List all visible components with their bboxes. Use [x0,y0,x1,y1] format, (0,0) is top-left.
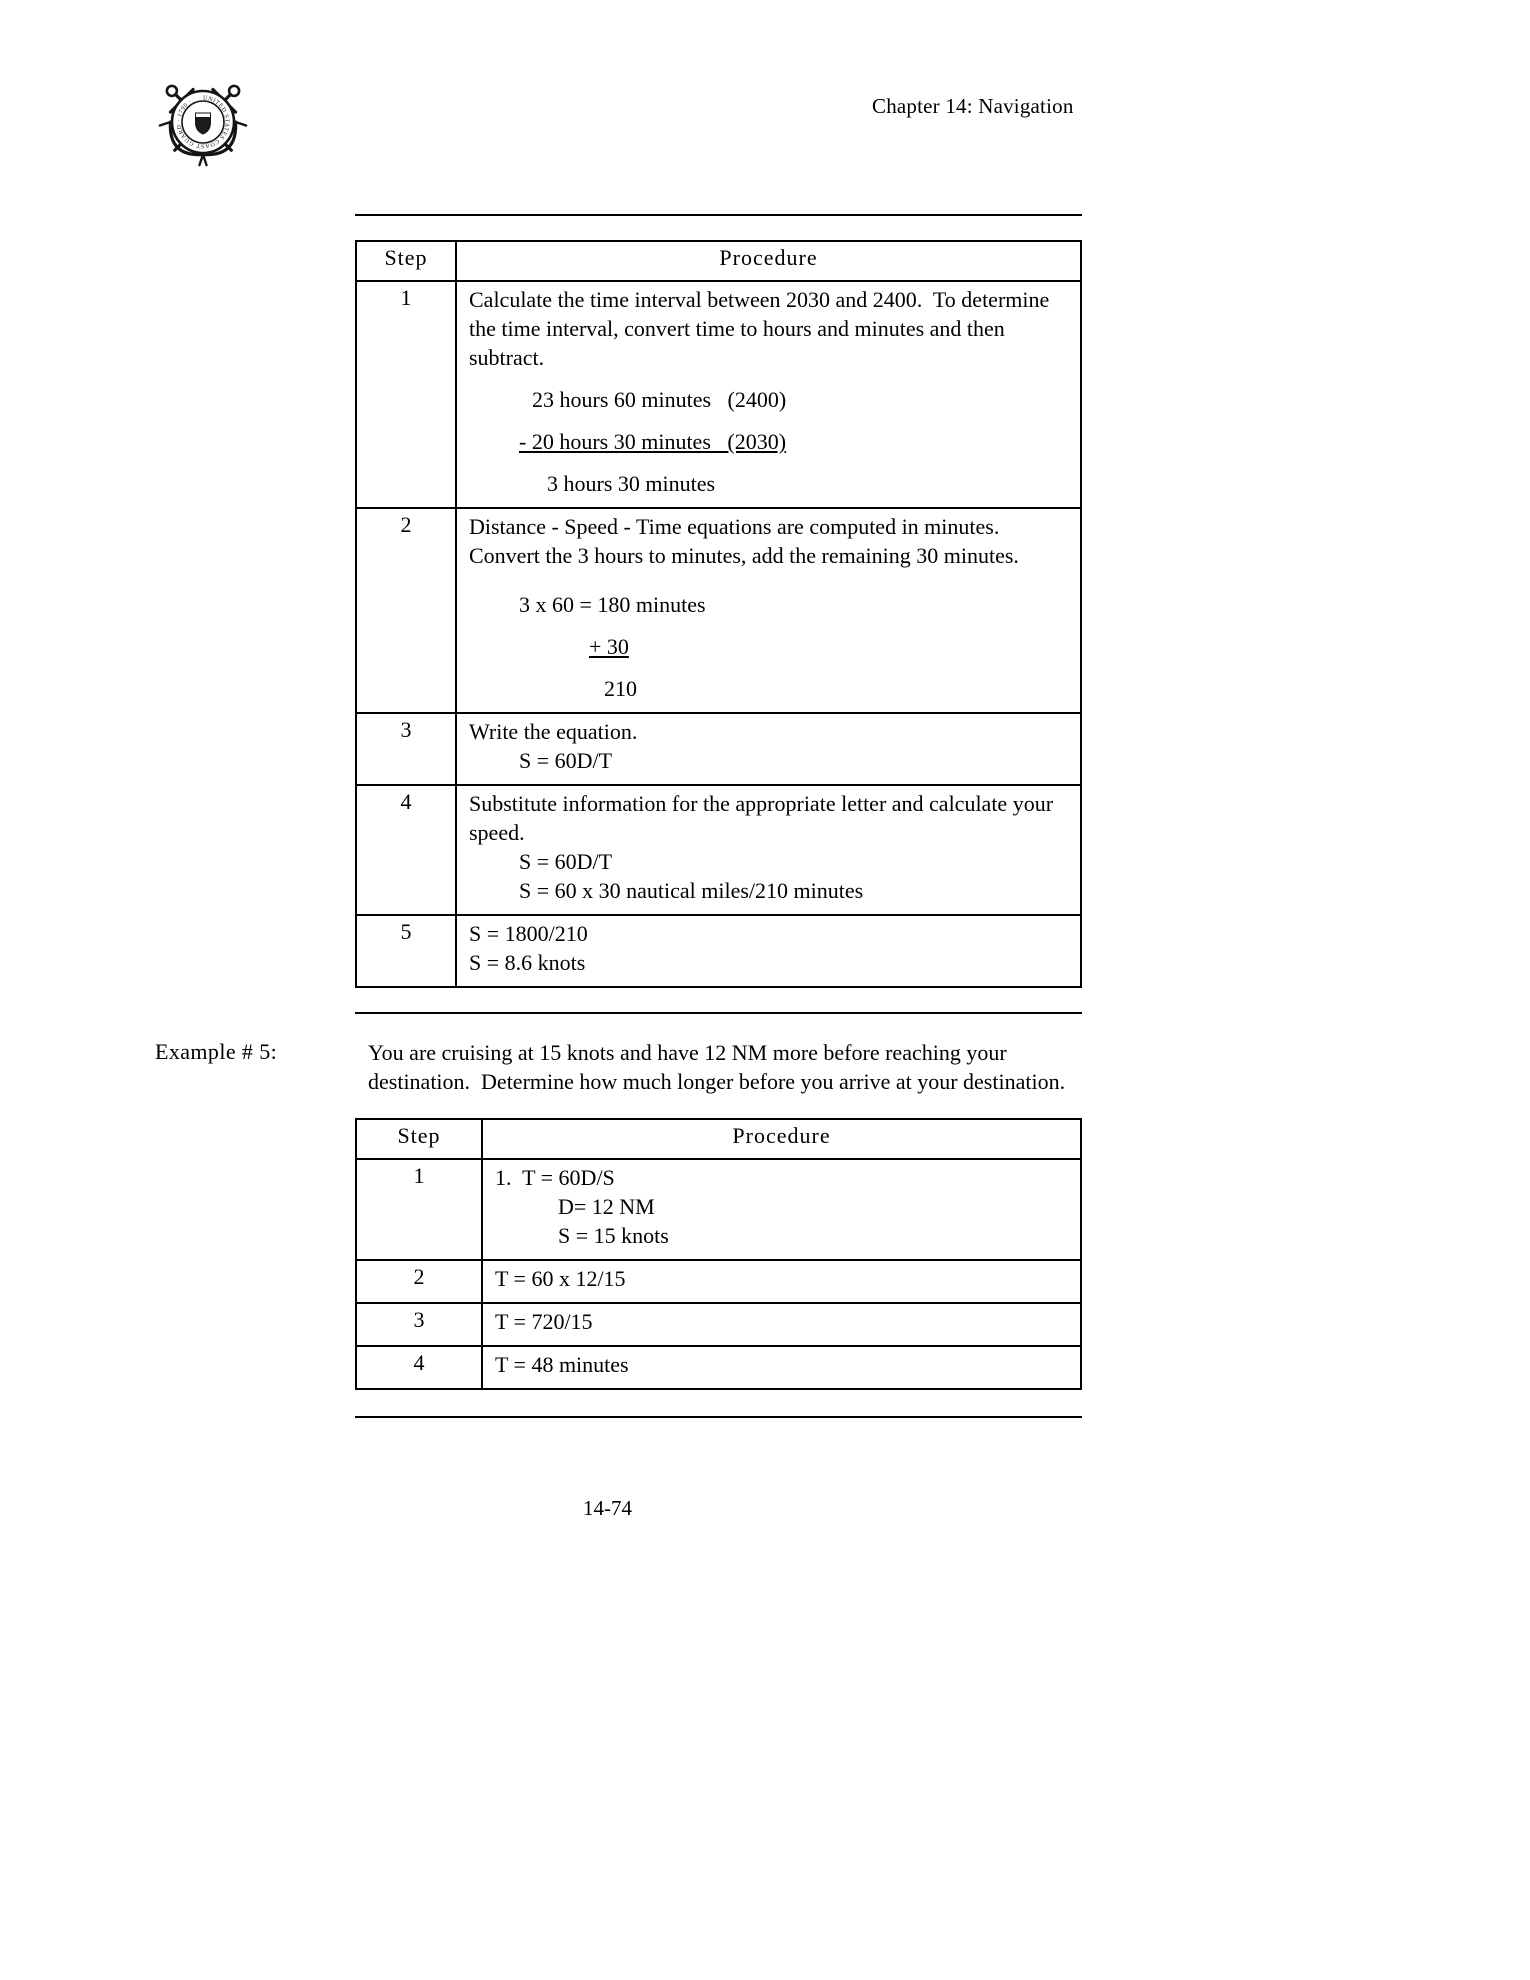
procedure-line: 23 hours 60 minutes (2400) [532,387,787,412]
procedure-line: 3 hours 30 minutes [547,471,716,496]
procedure-column-header: Procedure [732,1123,831,1148]
table-row [357,1345,1080,1388]
procedure-cell [483,1261,1080,1302]
page-number: 14-74 [583,1496,632,1520]
table-row [357,914,1080,986]
procedure-line: + 30 [589,634,629,659]
step-cell: 3 [357,714,457,784]
step-cell: 4 [357,1347,483,1388]
uscg-emblem-icon [136,64,270,180]
procedure-line: Calculate the time interval between 2030 and 2400. To determine the time interval, convert time to hours and minutes and then subtract. [469,287,1055,370]
example-label: Example # 5: [155,1039,278,1064]
procedure-line: S = 1800/210 [469,921,588,946]
step-cell: 5 [357,916,457,986]
example-section [155,1038,1082,1096]
procedure-line: - 20 hours 30 minutes (2030) [519,429,787,454]
step-cell: 4 [357,786,457,914]
content-column [155,214,1082,1418]
procedure-cell [483,1347,1080,1388]
procedure-table-1 [355,240,1082,988]
procedure-cell [457,509,1080,712]
chapter-header: Chapter 14: Navigation [872,94,1074,118]
step-column-header: Step [357,242,457,280]
procedure-line: 210 [604,676,637,701]
procedure-line: 1. T = 60D/S [495,1165,615,1190]
procedure-line: Distance - Speed - Time equations are computed in minutes. Convert the 3 hours to minutes, add the remaining 30 minutes. [469,514,1019,568]
procedure-cell [483,1304,1080,1345]
horizontal-rule-bottom [355,1416,1082,1418]
step-cell: 1 [357,282,457,507]
procedure-cell [483,1160,1080,1259]
step-cell: 1 [357,1160,483,1259]
procedure-line: S = 60D/T [519,849,613,874]
step-cell: 2 [357,509,457,712]
procedure-cell [457,916,1080,986]
procedure-column-header: Procedure [719,245,818,270]
step-column-header: Step [357,1120,483,1158]
uscg-emblem-logo [136,64,270,180]
procedure-cell [457,714,1080,784]
procedure-line: S = 60 x 30 nautical miles/210 minutes [519,878,864,903]
step-cell: 3 [357,1304,483,1345]
svg-text:UNITED STATES COAST GUARD · 17: UNITED STATES COAST GUARD · 1790 · [176,95,230,149]
procedure-line: 3 x 60 = 180 minutes [519,592,706,617]
horizontal-rule-top [355,214,1082,216]
procedure-line: Write the equation. [469,719,638,744]
procedure-cell [457,786,1080,914]
procedure-line: S = 60D/T [519,748,613,773]
table-header-row [357,1120,1080,1158]
procedure-line: Substitute information for the appropriate letter and calculate your speed. [469,791,1059,845]
procedure-line: S = 8.6 knots [469,950,586,975]
step-cell: 2 [357,1261,483,1302]
procedure-table-2 [355,1118,1082,1390]
procedure-line: D= 12 NM [558,1194,655,1219]
example-text: You are cruising at 15 knots and have 12 NM more before reaching your destination. Determine how much longer before you arrive at your destination. [368,1040,1066,1094]
procedure-line: T = 720/15 [495,1309,593,1334]
table-row [357,1259,1080,1302]
table-row [357,1302,1080,1345]
table-row [357,507,1080,712]
table-row [357,784,1080,914]
procedure-line: S = 15 knots [558,1223,669,1248]
table-row [357,712,1080,784]
procedure-line: T = 60 x 12/15 [495,1266,626,1291]
table-row [357,1158,1080,1259]
procedure-cell [457,282,1080,507]
procedure-line: T = 48 minutes [495,1352,629,1377]
horizontal-rule-middle [355,1012,1082,1014]
table-header-row [357,242,1080,280]
table-row [357,280,1080,507]
